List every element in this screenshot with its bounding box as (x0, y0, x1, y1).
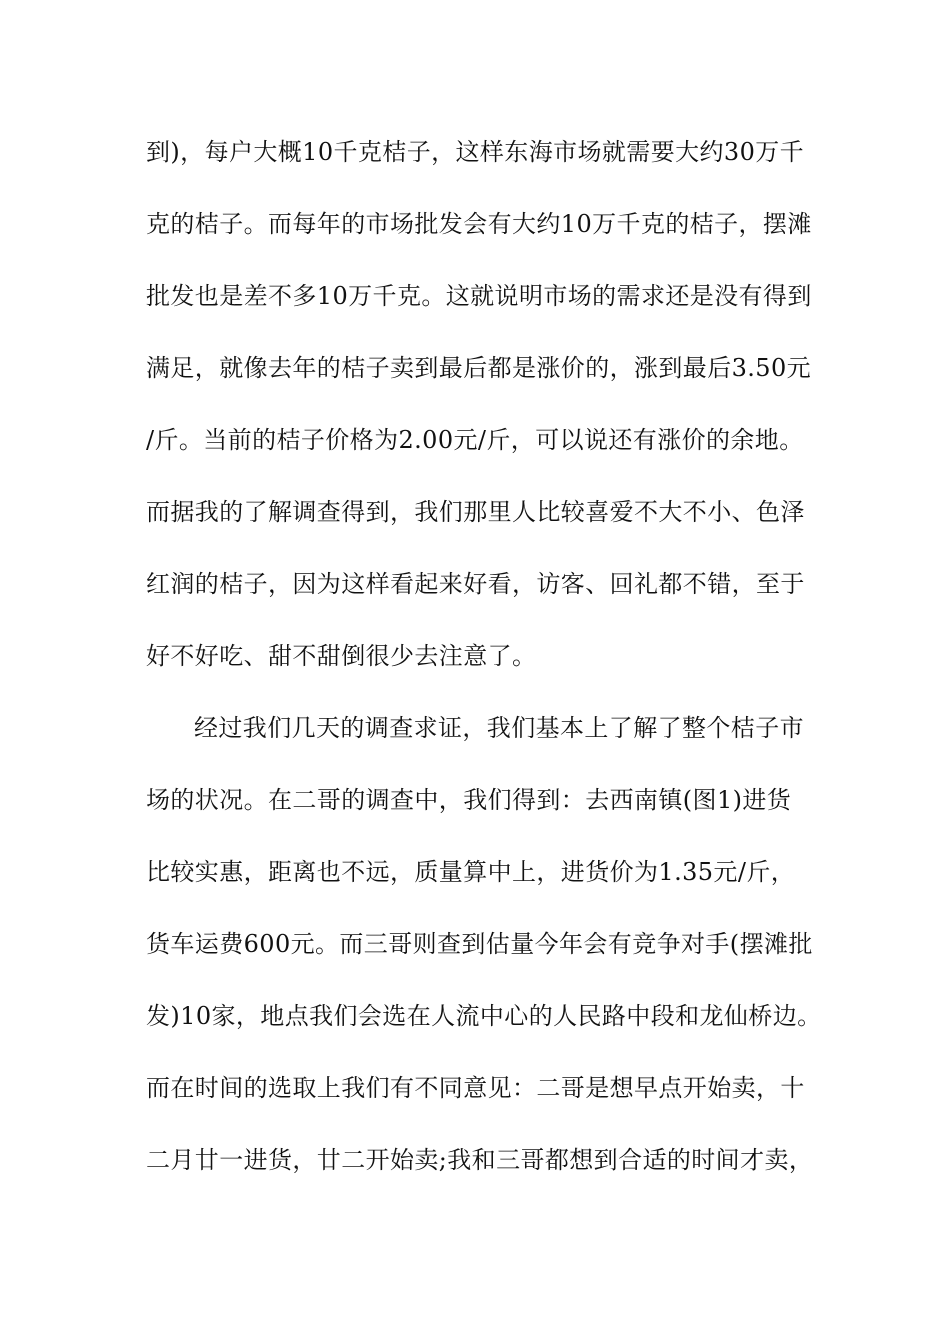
text-line: 到)，每户大概10千克桔子，这样东海市场就需要大约30万千 (146, 138, 805, 166)
text-line: 比较实惠，距离也不远，质量算中上，进货价为1.35元/斤， (146, 858, 796, 886)
text-line: 发)10家，地点我们会选在人流中心的人民路中段和龙仙桥边。 (146, 1002, 822, 1030)
paragraph-first-line: 经过我们几天的调查求证，我们基本上了解了整个桔子市 (194, 714, 804, 742)
text-line: 红润的桔子，因为这样看起来好看，访客、回礼都不错，至于 (146, 570, 805, 598)
text-line: 场的状况。在二哥的调查中，我们得到：去西南镇(图1)进货 (146, 786, 792, 814)
text-line: 克的桔子。而每年的市场批发会有大约10万千克的桔子，摆滩 (146, 210, 812, 238)
text-line: /斤。当前的桔子价格为2.00元/斤，可以说还有涨价的余地。 (146, 426, 804, 454)
text-line: 二月廿一进货，廿二开始卖;我和三哥都想到合适的时间才卖， (146, 1146, 814, 1174)
text-line: 货车运费600元。而三哥则查到估量今年会有竞争对手(摆滩批 (146, 930, 813, 958)
text-line: 而据我的了解调查得到，我们那里人比较喜爱不大不小、色泽 (146, 498, 805, 526)
text-line: 满足，就像去年的桔子卖到最后都是涨价的，涨到最后3.50元 (146, 354, 812, 382)
text-line: 批发也是差不多10万千克。这就说明市场的需求还是没有得到 (146, 282, 812, 310)
text-line: 好不好吃、甜不甜倒很少去注意了。 (146, 642, 537, 670)
text-line: 而在时间的选取上我们有不同意见：二哥是想早点开始卖，十 (146, 1074, 805, 1102)
